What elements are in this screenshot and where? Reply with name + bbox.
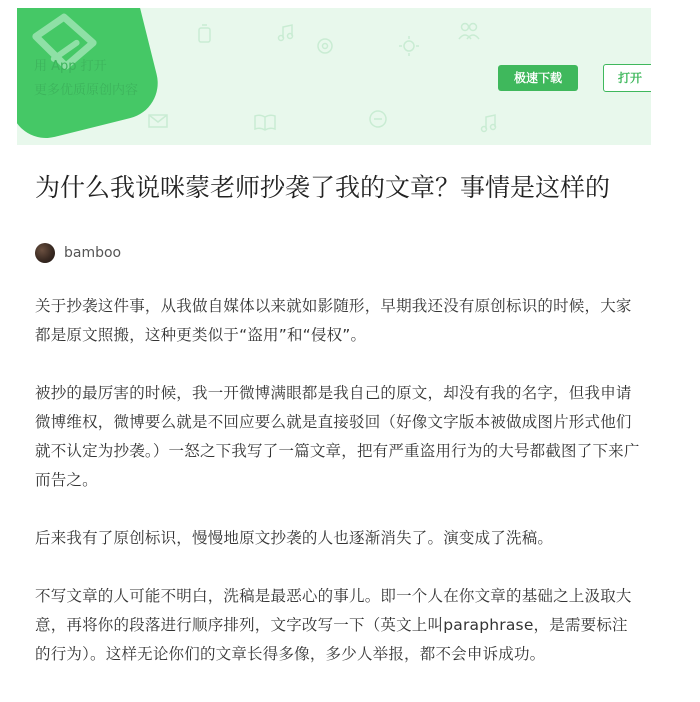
people-icon (457, 20, 481, 42)
banner-more-content-text: 更多优质原创内容 (34, 83, 139, 98)
author-info[interactable] (35, 242, 121, 264)
top-strip (0, 0, 700, 8)
book-icon (253, 112, 277, 132)
article-paragraph: 后来我有了原创标识，慢慢地原文抄袭的人也逐渐消失了。演变成了洗稿。 (35, 529, 554, 547)
fast-download-button[interactable]: 极速下载 (498, 65, 578, 91)
app-logo-icon (17, 8, 165, 145)
open-app-button[interactable]: 打开 (603, 64, 651, 92)
app-download-banner[interactable] (17, 8, 651, 145)
chat-icon (367, 108, 389, 130)
article-paragraph: 被抄的最厉害的时候，我一开微博满眼都是我自己的原文，却没有我的名字，但我申请微博维权，微博要么就是不回应要么就是直接驳回（好像文字版本被做成图片形式他们就不认定为抄袭。）一怒之下我写了一篇文章，把有严重盗用行为的大号都截图了下来广而告之。 (35, 384, 640, 489)
mail-icon (147, 112, 169, 130)
article-paragraph: 不写文章的人可能不明白，洗稿是最恶心的事儿。即一个人在你文章的基础之上汲取大意，再将你的段落进行顺序排列，文字改写一下（英文上叫paraphrase，是需要标注的行为）。这样无论你们的文章长得多像，多少人举报，都不会申诉成功。 (35, 587, 632, 663)
article-body (35, 292, 640, 698)
avatar[interactable] (35, 243, 55, 263)
cup-icon (195, 23, 215, 45)
banner-open-in-app-text: 用 App 打开 (34, 59, 107, 74)
flower-icon (313, 34, 337, 58)
author-name[interactable]: bamboo (64, 245, 122, 261)
article-paragraph: 关于抄袭这件事，从我做自媒体以来就如影随形，早期我还没有原创标识的时候，大家都是原文照搬，这种更类似于“盗用”和“侵权”。 (35, 297, 632, 344)
music-icon (479, 112, 499, 134)
sun-icon (397, 34, 421, 58)
music-note-icon (275, 22, 297, 44)
article-title: 为什么我说咪蒙老师抄袭了我的文章？事情是这样的 (35, 173, 611, 202)
